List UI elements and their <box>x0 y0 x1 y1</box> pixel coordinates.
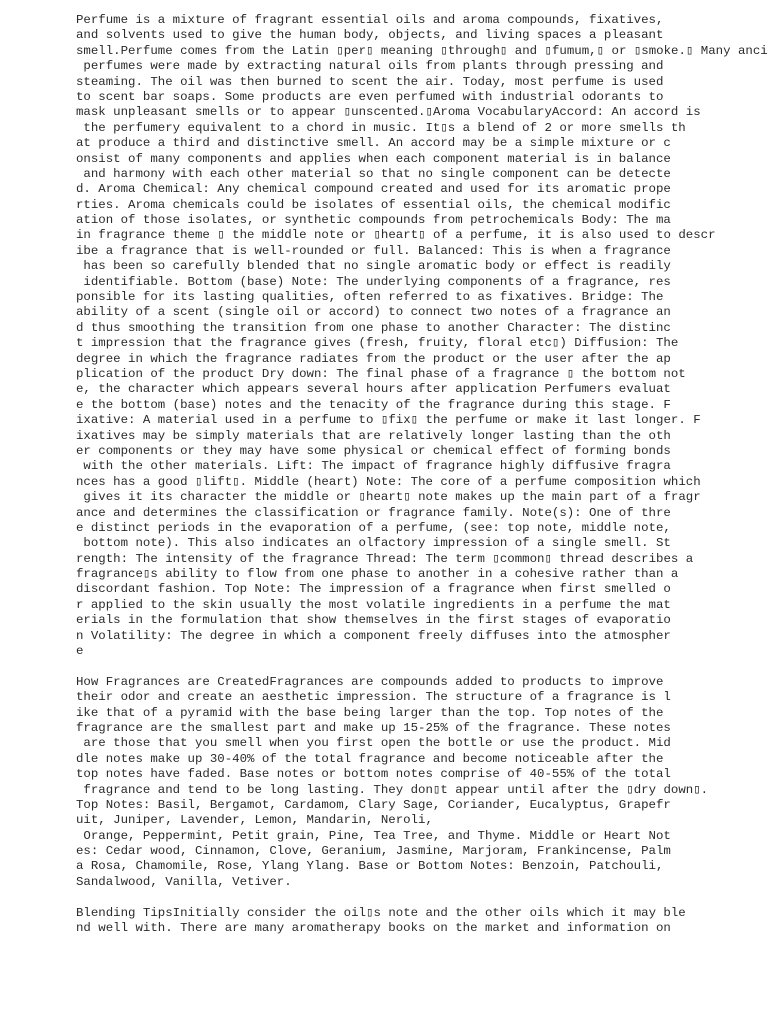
text-line: and harmony with each other material so that no single component can be detecte <box>76 166 671 181</box>
text-line: with the other materials. Lift: The impact of fragrance highly diffusive fragra <box>76 459 671 474</box>
paragraph <box>76 675 768 890</box>
text-line: erials in the formulation that show themselves in the first stages of evaporatio <box>76 613 671 628</box>
text-line: es: Cedar wood, Cinnamon, Clove, Geranium, Jasmine, Marjoram, Frankincense, Palm <box>76 844 671 859</box>
text-line: degree in which the fragrance radiates from the product or the user after the ap <box>76 351 671 366</box>
text-line: Top Notes: Basil, Bergamot, Cardamom, Clary Sage, Coriander, Eucalyptus, Grapefr <box>76 797 671 812</box>
text-line: dle notes make up 30-40% of the total fragrance and become noticeable after the <box>76 751 664 766</box>
text-line: t impression that the fragrance gives (fresh, fruity, floral etc▯) Diffusion: The <box>76 336 679 351</box>
text-line: a Rosa, Chamomile, Rose, Ylang Ylang. Base or Bottom Notes: Benzoin, Patchouli, <box>76 859 664 874</box>
text-line: nces has a good ▯lift▯. Middle (heart) Note: The core of a perfume composition which <box>76 474 701 489</box>
text-line: identifiable. Bottom (base) Note: The underlying components of a fragrance, res <box>76 274 671 289</box>
text-line: Sandalwood, Vanilla, Vetiver. <box>76 874 292 889</box>
text-line: rties. Aroma chemicals could be isolates of essential oils, the chemical modific <box>76 197 671 212</box>
text-line: e distinct periods in the evaporation of a perfume, (see: top note, middle note, <box>76 520 671 535</box>
text-line: er components or they may have some physical or chemical effect of forming bonds <box>76 443 671 458</box>
text-line: ponsible for its lasting qualities, often referred to as fixatives. Bridge: The <box>76 290 664 305</box>
text-line: steaming. The oil was then burned to scent the air. Today, most perfume is used <box>76 74 664 89</box>
text-line: e <box>76 644 84 659</box>
text-line: nd well with. There are many aromatherapy books on the market and information on <box>76 921 671 936</box>
text-line: ibe a fragrance that is well-rounded or full. Balanced: This is when a fragrance <box>76 243 671 258</box>
text-line: ixatives may be simply materials that are relatively longer lasting than the oth <box>76 428 671 443</box>
text-line: mask unpleasant smells or to appear ▯unscented.▯Aroma VocabularyAccord: An accord is <box>76 105 701 120</box>
text-line: e the bottom (base) notes and the tenacity of the fragrance during this stage. F <box>76 397 671 412</box>
text-line: fragrance are the smallest part and make up 15-25% of the fragrance. These notes <box>76 720 671 735</box>
text-line: to scent bar soaps. Some products are even perfumed with industrial odorants to <box>76 89 664 104</box>
text-line: n Volatility: The degree in which a component freely diffuses into the atmospher <box>76 628 671 643</box>
text-line: their odor and create an aesthetic impression. The structure of a fragrance is l <box>76 690 671 705</box>
text-line: e, the character which appears several hours after application Perfumers evaluat <box>76 382 671 397</box>
paragraph <box>76 906 768 937</box>
text-line: r applied to the skin usually the most volatile ingredients in a perfume the mat <box>76 597 671 612</box>
text-line: onsist of many components and applies when each component material is in balance <box>76 151 671 166</box>
text-line: perfumes were made by extracting natural oils from plants through pressing and <box>76 59 664 74</box>
text-line: d. Aroma Chemical: Any chemical compound created and used for its aromatic prope <box>76 182 671 197</box>
paragraph <box>76 13 768 659</box>
text-line: Perfume is a mixture of fragrant essential oils and aroma compounds, fixatives, <box>76 13 664 27</box>
text-line: fragrance▯s ability to flow from one phase to another in a cohesive rather than a <box>76 567 679 582</box>
text-line: ation of those isolates, or synthetic compounds from petrochemicals Body: The ma <box>76 213 671 228</box>
text-line: rength: The intensity of the fragrance Thread: The term ▯common▯ thread describes a <box>76 551 694 566</box>
text-line: top notes have faded. Base notes or bottom notes comprise of 40-55% of the total <box>76 767 671 782</box>
document-page <box>76 13 768 936</box>
text-line: ability of a scent (single oil or accord) to connect two notes of a fragrance an <box>76 305 671 320</box>
text-line: are those that you smell when you first open the bottle or use the product. Mid <box>76 736 671 751</box>
text-line: has been so carefully blended that no single aromatic body or effect is readily <box>76 259 671 274</box>
text-line: at produce a third and distinctive smell. An accord may be a simple mixture or c <box>76 136 671 151</box>
text-line: plication of the product Dry down: The final phase of a fragrance ▯ the bottom not <box>76 366 686 381</box>
text-line: d thus smoothing the transition from one phase to another Character: The distinc <box>76 320 671 335</box>
text-line: ixative: A material used in a perfume to ▯fix▯ the perfume or make it last longer. F <box>76 413 701 428</box>
text-line: ike that of a pyramid with the base being larger than the top. Top notes of the <box>76 705 664 720</box>
text-line: How Fragrances are CreatedFragrances are compounds added to products to improve <box>76 674 664 689</box>
text-line: ance and determines the classification or fragrance family. Note(s): One of thre <box>76 505 671 520</box>
paragraph-gap <box>76 659 768 674</box>
text-line: Blending TipsInitially consider the oil▯s note and the other oils which it may ble <box>76 905 686 920</box>
text-line: fragrance and tend to be long lasting. They don▯t appear until after the ▯dry down▯. <box>76 782 709 797</box>
text-line: the perfumery equivalent to a chord in music. It▯s a blend of 2 or more smells th <box>76 120 686 135</box>
text-line: in fragrance theme ▯ the middle note or ▯heart▯ of a perfume, it is also used to descr <box>76 228 716 243</box>
text-line: discordant fashion. Top Note: The impression of a fragrance when first smelled o <box>76 582 671 597</box>
text-line: and solvents used to give the human body, objects, and living spaces a pleasant <box>76 28 664 43</box>
paragraph-gap <box>76 890 768 905</box>
text-line: bottom note). This also indicates an olfactory impression of a single smell. St <box>76 536 671 551</box>
text-line: uit, Juniper, Lavender, Lemon, Mandarin, Neroli, <box>76 813 433 828</box>
text-line: Orange, Peppermint, Petit grain, Pine, Tea Tree, and Thyme. Middle or Heart Not <box>76 828 671 843</box>
text-line: smell.Perfume comes from the Latin ▯per▯ meaning ▯through▯ and ▯fumum,▯ or ▯smoke.▯ Many anci <box>76 43 768 58</box>
text-line: gives it its character the middle or ▯heart▯ note makes up the main part of a fragr <box>76 490 701 505</box>
